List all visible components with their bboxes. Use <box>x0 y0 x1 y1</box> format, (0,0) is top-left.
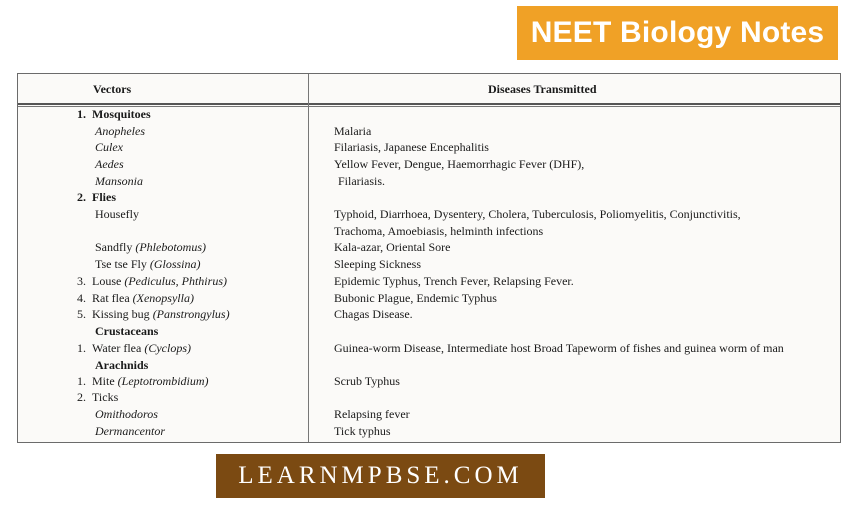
vector-label: Omithodoros <box>95 407 158 421</box>
disease-culex: Filariasis, Japanese Encephalitis <box>334 140 489 154</box>
disease-tsetse: Sleeping Sickness <box>334 257 421 271</box>
site-badge: NEET Biology Notes <box>517 6 838 60</box>
vector-label: Louse <box>92 274 122 288</box>
vector-label: Mansonia <box>95 174 143 188</box>
vector-ticks <box>77 390 118 405</box>
vector-label: Mite <box>92 374 115 388</box>
row-number: 1. <box>77 341 86 355</box>
disease-mansonia: Filariasis. <box>338 174 385 188</box>
vector-label: Kissing bug <box>92 307 150 321</box>
vector-tsetse <box>95 257 201 272</box>
row-number: 5. <box>77 307 86 321</box>
vector-scientific-name: (Panstrongylus) <box>152 307 230 321</box>
row-number: 1. <box>77 107 86 121</box>
vector-louse <box>77 274 227 289</box>
vector-ornithodoros <box>95 407 158 422</box>
vector-label: Mosquitoes <box>92 107 151 121</box>
disease-louse: Epidemic Typhus, Trench Fever, Relapsing Fever. <box>334 274 574 288</box>
vector-sandfly <box>95 240 206 255</box>
vector-label: Flies <box>92 190 116 204</box>
disease-ornithodoros: Relapsing fever <box>334 407 410 421</box>
row-number: 2. <box>77 390 86 404</box>
vector-label: Water flea <box>92 341 142 355</box>
vector-label: Anopheles <box>95 124 145 138</box>
disease-kissing-bug: Chagas Disease. <box>334 307 413 321</box>
disease-aedes: Yellow Fever, Dengue, Haemorrhagic Fever (DHF), <box>334 157 585 171</box>
disease-anopheles: Malaria <box>334 124 372 138</box>
disease-housefly-line2: Trachoma, Amoebiasis, helminth infections <box>334 224 544 238</box>
vector-scientific-name: (Phlebotomus) <box>135 240 206 254</box>
vector-culex <box>95 140 123 155</box>
vector-group-flies <box>77 190 116 205</box>
disease-housefly-line1: Typhoid, Diarrhoea, Dysentery, Cholera, Tuberculosis, Poliomyelitis, Conjunctivitis, <box>334 207 741 221</box>
vector-label: Dermancentor <box>95 424 165 438</box>
vector-label: Aedes <box>95 157 124 171</box>
vector-scientific-name: (Xenopsylla) <box>132 291 194 305</box>
site-footer-banner[interactable]: LEARNMPBSE.COM <box>216 454 545 498</box>
vector-scientific-name: (Glossina) <box>149 257 201 271</box>
row-number: 1. <box>77 374 86 388</box>
disease-rat-flea: Bubonic Plague, Endemic Typhus <box>334 291 497 305</box>
vector-label: Sandfly <box>95 240 133 254</box>
header-vectors: Vectors <box>93 82 132 96</box>
header-divider <box>18 103 840 105</box>
column-divider <box>308 74 309 442</box>
vector-housefly <box>95 207 139 222</box>
vector-scientific-name: (Pediculus, Phthirus) <box>124 274 227 288</box>
vector-water-flea <box>77 341 191 356</box>
vector-label: Ticks <box>92 390 119 404</box>
vector-mansonia <box>95 174 143 189</box>
vector-group-crustaceans: Crustaceans <box>95 324 159 338</box>
header-diseases: Diseases Transmitted <box>488 82 597 96</box>
vector-kissing-bug <box>77 307 230 322</box>
vector-label: Housefly <box>95 207 139 221</box>
vector-rat-flea <box>77 291 194 306</box>
vector-label: Tse tse Fly <box>95 257 147 271</box>
vector-group-mosquitoes <box>77 107 151 122</box>
disease-sandfly: Kala-azar, Oriental Sore <box>334 240 451 254</box>
row-number: 4. <box>77 291 86 305</box>
vector-anopheles <box>95 124 145 139</box>
vector-mite <box>77 374 209 389</box>
disease-water-flea: Guinea-worm Disease, Intermediate host Broad Tapeworm of fishes and guinea worm of man <box>334 341 784 355</box>
vector-scientific-name: (Leptotrombidium) <box>117 374 209 388</box>
vector-dermancentor <box>95 424 165 439</box>
row-number: 2. <box>77 190 86 204</box>
row-number: 3. <box>77 274 86 288</box>
vector-label: Rat flea <box>92 291 130 305</box>
vectors-table <box>17 73 841 443</box>
vector-label: Culex <box>95 140 123 154</box>
disease-mite: Scrub Typhus <box>334 374 400 388</box>
vector-group-arachnids: Arachnids <box>95 358 149 372</box>
vector-aedes <box>95 157 124 172</box>
disease-dermancentor: Tick typhus <box>334 424 391 438</box>
vector-scientific-name: (Cyclops) <box>144 341 191 355</box>
